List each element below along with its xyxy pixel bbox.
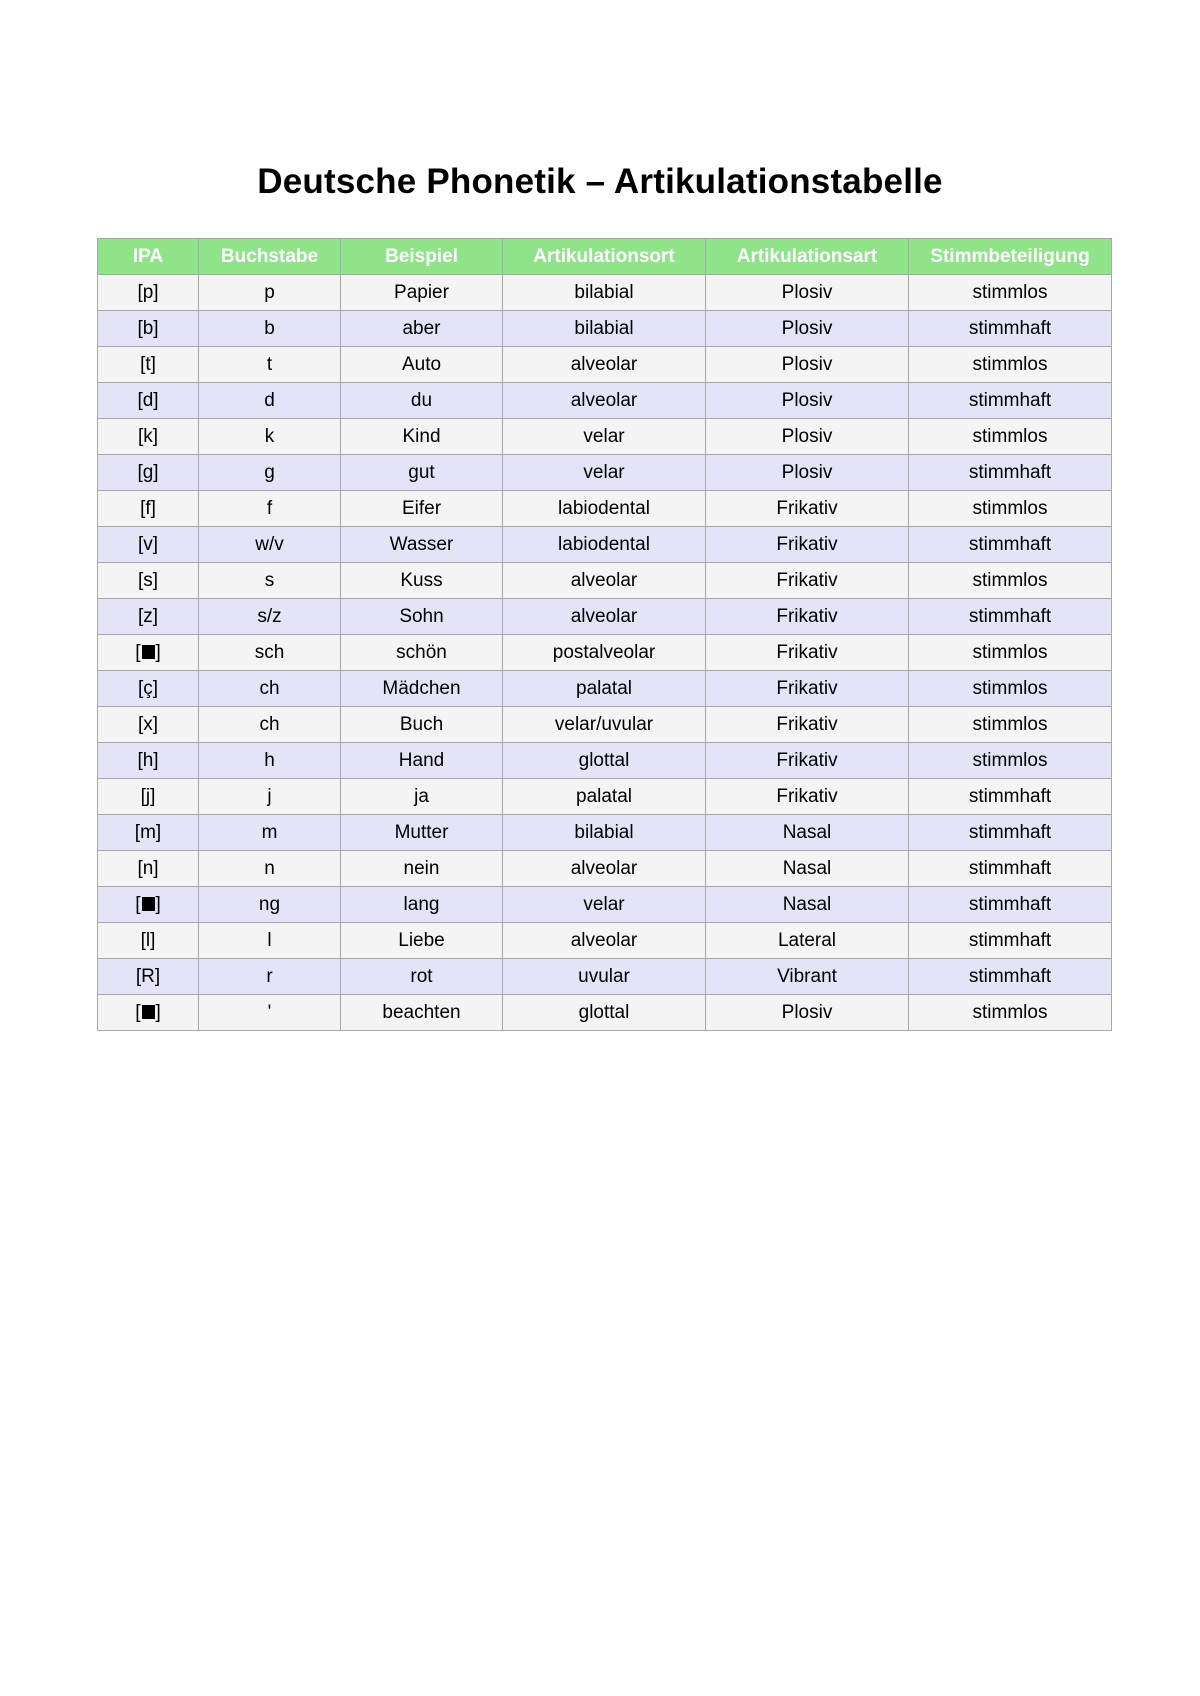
stimmbeteiligung-cell: stimmhaft: [909, 887, 1112, 923]
stimmbeteiligung-cell: stimmlos: [909, 707, 1112, 743]
ipa-cell: [n]: [98, 851, 199, 887]
ipa-cell: [s]: [98, 563, 199, 599]
buchstabe-cell: k: [199, 419, 341, 455]
missing-glyph-icon: [142, 897, 155, 911]
table-row: [98, 959, 1112, 995]
artikulationsart-cell: Plosiv: [706, 275, 909, 311]
artikulationsort-cell: bilabial: [503, 311, 706, 347]
table-header-row: [98, 239, 1112, 275]
beispiel-cell: Sohn: [341, 599, 503, 635]
beispiel-cell: lang: [341, 887, 503, 923]
artikulationsort-cell: velar/uvular: [503, 707, 706, 743]
buchstabe-cell: b: [199, 311, 341, 347]
artikulationsart-cell: Plosiv: [706, 383, 909, 419]
beispiel-cell: beachten: [341, 995, 503, 1031]
artikulationsort-cell: postalveolar: [503, 635, 706, 671]
column-header-beispiel: Beispiel: [341, 239, 503, 275]
table-row: [98, 995, 1112, 1031]
ipa-cell: [k]: [98, 419, 199, 455]
table-row: [98, 419, 1112, 455]
artikulationsort-cell: velar: [503, 887, 706, 923]
artikulationsart-cell: Frikativ: [706, 491, 909, 527]
artikulationsort-cell: glottal: [503, 995, 706, 1031]
artikulationsart-cell: Lateral: [706, 923, 909, 959]
ipa-cell: [z]: [98, 599, 199, 635]
beispiel-cell: Mädchen: [341, 671, 503, 707]
buchstabe-cell: ng: [199, 887, 341, 923]
artikulationsart-cell: Frikativ: [706, 779, 909, 815]
beispiel-cell: Auto: [341, 347, 503, 383]
ipa-cell: [ ]: [98, 635, 199, 671]
buchstabe-cell: d: [199, 383, 341, 419]
stimmbeteiligung-cell: stimmlos: [909, 419, 1112, 455]
artikulationsart-cell: Nasal: [706, 887, 909, 923]
buchstabe-cell: g: [199, 455, 341, 491]
buchstabe-cell: sch: [199, 635, 341, 671]
buchstabe-cell: ch: [199, 707, 341, 743]
buchstabe-cell: ch: [199, 671, 341, 707]
table-row: [98, 815, 1112, 851]
column-header-ipa: IPA: [98, 239, 199, 275]
missing-glyph-icon: [142, 1005, 155, 1019]
buchstabe-cell: l: [199, 923, 341, 959]
beispiel-cell: Wasser: [341, 527, 503, 563]
artikulationsart-cell: Nasal: [706, 851, 909, 887]
table-row: [98, 347, 1112, 383]
beispiel-cell: Kind: [341, 419, 503, 455]
ipa-cell: [ ]: [98, 887, 199, 923]
missing-glyph-icon: [142, 645, 155, 659]
artikulationsort-cell: alveolar: [503, 347, 706, 383]
buchstabe-cell: m: [199, 815, 341, 851]
ipa-cell: [m]: [98, 815, 199, 851]
artikulationsart-cell: Frikativ: [706, 527, 909, 563]
ipa-cell: [b]: [98, 311, 199, 347]
beispiel-cell: schön: [341, 635, 503, 671]
artikulationsort-cell: uvular: [503, 959, 706, 995]
artikulationsort-cell: alveolar: [503, 563, 706, 599]
column-header-artikulationsort: Artikulationsort: [503, 239, 706, 275]
artikulationsort-cell: velar: [503, 419, 706, 455]
table-row: [98, 311, 1112, 347]
table-row: [98, 743, 1112, 779]
beispiel-cell: rot: [341, 959, 503, 995]
table-row: [98, 383, 1112, 419]
stimmbeteiligung-cell: stimmhaft: [909, 923, 1112, 959]
ipa-cell: [p]: [98, 275, 199, 311]
stimmbeteiligung-cell: stimmlos: [909, 635, 1112, 671]
buchstabe-cell: t: [199, 347, 341, 383]
artikulationsart-cell: Plosiv: [706, 455, 909, 491]
ipa-cell: [ç]: [98, 671, 199, 707]
table-row: [98, 275, 1112, 311]
beispiel-cell: gut: [341, 455, 503, 491]
phonetics-table: [97, 238, 1112, 1031]
table-row: [98, 635, 1112, 671]
artikulationsart-cell: Plosiv: [706, 311, 909, 347]
ipa-cell: [x]: [98, 707, 199, 743]
artikulationsart-cell: Frikativ: [706, 743, 909, 779]
artikulationsart-cell: Plosiv: [706, 419, 909, 455]
artikulationsart-cell: Plosiv: [706, 347, 909, 383]
artikulationsort-cell: palatal: [503, 779, 706, 815]
buchstabe-cell: w/v: [199, 527, 341, 563]
ipa-cell: [l]: [98, 923, 199, 959]
page-title: Deutsche Phonetik – Artikulationstabelle: [257, 162, 943, 201]
table-row: [98, 851, 1112, 887]
stimmbeteiligung-cell: stimmhaft: [909, 851, 1112, 887]
table-row: [98, 779, 1112, 815]
table-row: [98, 455, 1112, 491]
artikulationsort-cell: alveolar: [503, 383, 706, 419]
artikulationsort-cell: alveolar: [503, 851, 706, 887]
artikulationsort-cell: alveolar: [503, 599, 706, 635]
beispiel-cell: ja: [341, 779, 503, 815]
table-row: [98, 527, 1112, 563]
artikulationsart-cell: Vibrant: [706, 959, 909, 995]
buchstabe-cell: s/z: [199, 599, 341, 635]
table-row: [98, 491, 1112, 527]
artikulationsart-cell: Frikativ: [706, 707, 909, 743]
buchstabe-cell: ': [199, 995, 341, 1031]
stimmbeteiligung-cell: stimmlos: [909, 563, 1112, 599]
beispiel-cell: Liebe: [341, 923, 503, 959]
stimmbeteiligung-cell: stimmhaft: [909, 815, 1112, 851]
stimmbeteiligung-cell: stimmhaft: [909, 779, 1112, 815]
buchstabe-cell: r: [199, 959, 341, 995]
ipa-cell: [ ]: [98, 995, 199, 1031]
beispiel-cell: Papier: [341, 275, 503, 311]
artikulationsart-cell: Nasal: [706, 815, 909, 851]
ipa-cell: [d]: [98, 383, 199, 419]
artikulationsart-cell: Frikativ: [706, 599, 909, 635]
stimmbeteiligung-cell: stimmlos: [909, 347, 1112, 383]
artikulationsart-cell: Frikativ: [706, 635, 909, 671]
artikulationsort-cell: labiodental: [503, 527, 706, 563]
beispiel-cell: Mutter: [341, 815, 503, 851]
stimmbeteiligung-cell: stimmhaft: [909, 527, 1112, 563]
table-row: [98, 887, 1112, 923]
artikulationsort-cell: velar: [503, 455, 706, 491]
stimmbeteiligung-cell: stimmlos: [909, 743, 1112, 779]
buchstabe-cell: h: [199, 743, 341, 779]
ipa-cell: [R]: [98, 959, 199, 995]
ipa-cell: [v]: [98, 527, 199, 563]
artikulationsort-cell: alveolar: [503, 923, 706, 959]
ipa-cell: [f]: [98, 491, 199, 527]
ipa-cell: [j]: [98, 779, 199, 815]
table-body: [98, 275, 1112, 1031]
ipa-cell: [t]: [98, 347, 199, 383]
artikulationsort-cell: glottal: [503, 743, 706, 779]
artikulationsort-cell: palatal: [503, 671, 706, 707]
stimmbeteiligung-cell: stimmlos: [909, 275, 1112, 311]
artikulationsart-cell: Frikativ: [706, 563, 909, 599]
column-header-artikulationsart: Artikulationsart: [706, 239, 909, 275]
beispiel-cell: du: [341, 383, 503, 419]
stimmbeteiligung-cell: stimmhaft: [909, 455, 1112, 491]
artikulationsart-cell: Frikativ: [706, 671, 909, 707]
artikulationsort-cell: bilabial: [503, 275, 706, 311]
table-row: [98, 923, 1112, 959]
column-header-stimmbeteiligung: Stimmbeteiligung: [909, 239, 1112, 275]
buchstabe-cell: j: [199, 779, 341, 815]
table-row: [98, 599, 1112, 635]
stimmbeteiligung-cell: stimmhaft: [909, 383, 1112, 419]
buchstabe-cell: p: [199, 275, 341, 311]
artikulationsart-cell: Plosiv: [706, 995, 909, 1031]
stimmbeteiligung-cell: stimmhaft: [909, 959, 1112, 995]
artikulationsort-cell: labiodental: [503, 491, 706, 527]
stimmbeteiligung-cell: stimmhaft: [909, 311, 1112, 347]
ipa-cell: [h]: [98, 743, 199, 779]
stimmbeteiligung-cell: stimmlos: [909, 491, 1112, 527]
beispiel-cell: Hand: [341, 743, 503, 779]
beispiel-cell: Eifer: [341, 491, 503, 527]
buchstabe-cell: s: [199, 563, 341, 599]
beispiel-cell: Buch: [341, 707, 503, 743]
buchstabe-cell: n: [199, 851, 341, 887]
column-header-buchstabe: Buchstabe: [199, 239, 341, 275]
beispiel-cell: nein: [341, 851, 503, 887]
artikulationsort-cell: bilabial: [503, 815, 706, 851]
buchstabe-cell: f: [199, 491, 341, 527]
stimmbeteiligung-cell: stimmlos: [909, 995, 1112, 1031]
table-row: [98, 563, 1112, 599]
table-row: [98, 707, 1112, 743]
beispiel-cell: Kuss: [341, 563, 503, 599]
table-row: [98, 671, 1112, 707]
beispiel-cell: aber: [341, 311, 503, 347]
stimmbeteiligung-cell: stimmhaft: [909, 599, 1112, 635]
stimmbeteiligung-cell: stimmlos: [909, 671, 1112, 707]
ipa-cell: [g]: [98, 455, 199, 491]
